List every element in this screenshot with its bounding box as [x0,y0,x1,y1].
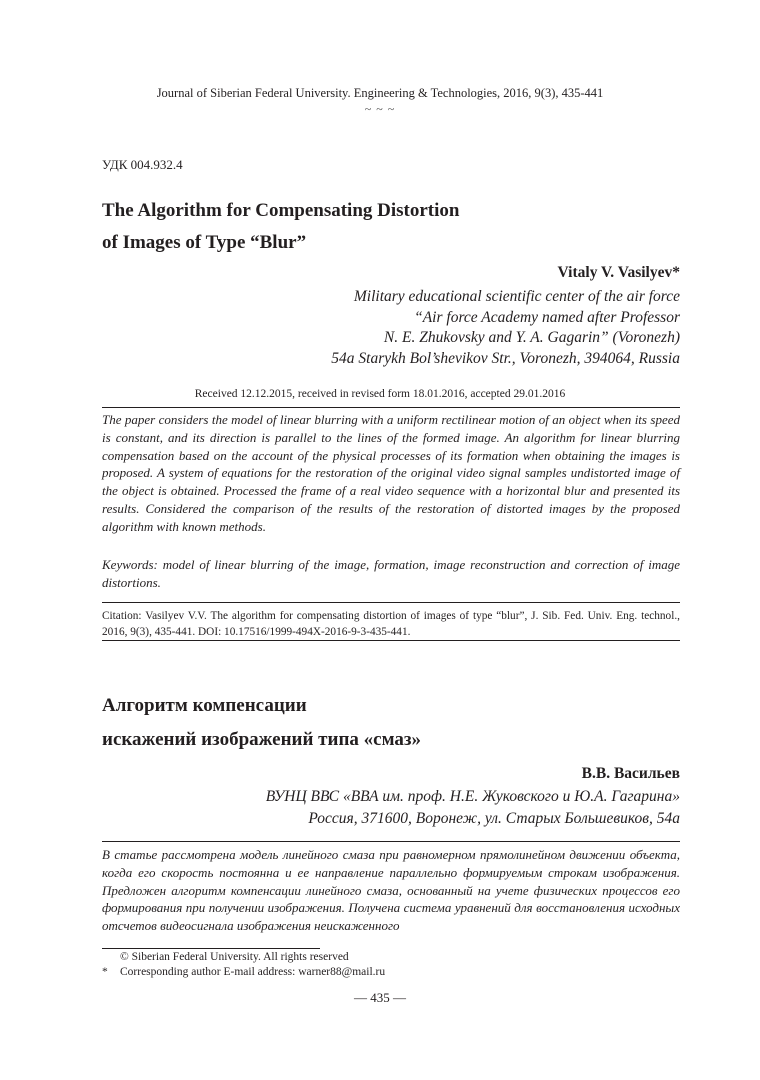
russian-abstract: В статье рассмотрена модель линейного смаза при равномерном прямолинейном движении объекта, когда его скорость постоянна и ее направление параллельно формируемым строкам изображения. Предложен алгоритм компенсации линейного смаза, основанный на учете физических процессов его формирования при получении изображения. Получена система уравнений для восстановления исходных отсчетов видеосигнала изображения неискаженного [102,847,680,934]
udk-code: УДК 004.932.4 [102,157,183,172]
citation-top-rule [102,602,680,603]
footnote-email: Corresponding author E-mail address: warner88@mail.ru [120,966,386,978]
english-title [102,195,662,259]
english-title-line-1: The Algorithm for Compensating Distortion [102,200,460,221]
footnote-corresponding [102,966,385,978]
footnote-asterisk: * [102,966,108,978]
affiliation-line: Military educational scientific center of the air force [353,288,680,305]
affiliation-line: “Air force Academy named after Professor [414,308,680,326]
affiliation-line: N. E. Zhukovsky and Y. A. Gagarin” (Voronezh) [383,329,680,346]
russian-title-line-1: Алгоритм компенсации [102,695,307,716]
citation: Citation: Vasilyev V.V. The algorithm for compensating distortion of images of type “blur”, J. Sib. Fed. Univ. Eng. technol., 2016, 9(3), 435-441. DOI: 10.17516/1999-494X-2016-9-3-435-441. [102,610,680,638]
journal-header: Journal of Siberian Federal University. Engineering & Technologies, 2016, 9(3), 435-441 [156,86,604,100]
english-keywords: Keywords: model of linear blurring of the image, formation, image reconstruction and correction of image distortions. [102,557,680,590]
russian-title-line-2: искажений изображений типа «смаз» [102,729,422,750]
header-ornament: ~ ~ ~ [364,102,396,116]
russian-abstract-top-rule [102,841,680,842]
english-author: Vitaly V. Vasilyev* [557,264,680,281]
citation-bottom-rule [102,640,680,641]
footnote-rule [102,948,320,949]
affiliation-line: Россия, 371600, Воронеж, ул. Старых Большевиков, 54а [308,810,680,827]
russian-title [102,689,662,757]
footnote-copyright: © Siberian Federal University. All rights reserved [120,951,349,963]
english-abstract: The paper considers the model of linear blurring with a uniform rectilinear motion of an object when its speed is constant, and its direction is parallel to the lines of the formed image. An algorithm for linear blurring compensation based on the account of the physical processes of its formation when obtaining the images is proposed. A system of equations for the restoration of the original video signal samples undistorted image of the object is obtained. Processed the frame of a real video sequence with a horizontal blur and presented its results. Considered the comparison of the results of the restoration of distorted images by the proposed algorithm with known methods. [102,412,680,534]
russian-affiliation [266,786,680,830]
page-number: — 435 — [354,990,406,1005]
affiliation-line: 54a Starykh Bol’shevikov Str., Voronezh, 394064, Russia [331,349,680,367]
received-dates: Received 12.12.2015, received in revised form 18.01.2016, accepted 29.01.2016 [194,388,566,400]
affiliation-line: ВУНЦ ВВС «ВВА им. проф. Н.Е. Жуковского и Ю.А. Гагарина» [265,788,680,805]
english-affiliation [331,287,680,369]
english-title-line-2: of Images of Type “Blur” [102,232,307,253]
abstract-top-rule [102,407,680,408]
russian-author: В.В. Васильев [581,765,680,782]
